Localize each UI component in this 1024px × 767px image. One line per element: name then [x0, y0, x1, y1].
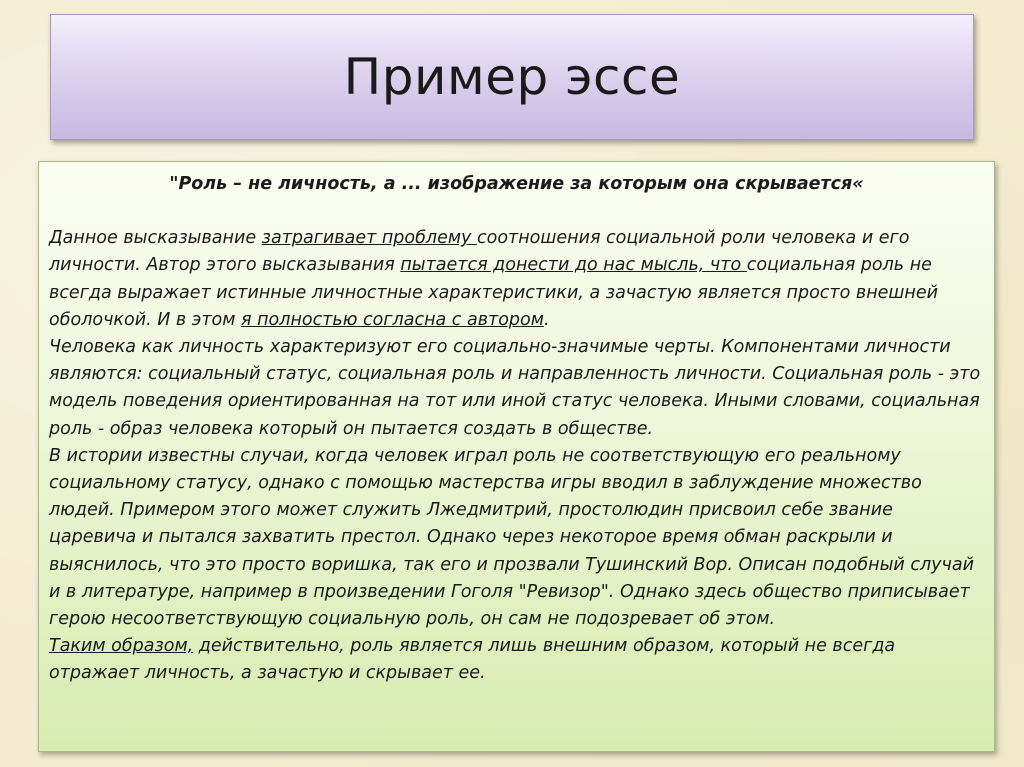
p4-text-1: действительно, роль является лишь внешним образом, который не всегда отражает личность, а зачастую и скрывает ее.	[49, 636, 896, 684]
slide-title-box	[50, 14, 974, 140]
p1-text-4: .	[543, 309, 550, 330]
p1-underlined-2: пытается донести до нас мысль, что	[400, 255, 747, 276]
p1-underlined-1: затрагивает проблему	[261, 228, 477, 249]
p1-text-3: социальная роль не всегда выражает истинные личностные характеристики, а зачастую является просто внешней оболочкой. И в этом	[49, 255, 939, 330]
p1-underlined-3: я полностью согласна с автором	[241, 309, 544, 330]
essay-paragraph-3: В истории известны случаи, когда человек играл роль не соответствующую его реальному социальному статусу, однако с помощью мастерства игры вводил в заблуждение множество людей. Примером этого может служить Лжедмитрий, простолюдин присвоил себе звание царевича и пытался захватить престол. Однако через некоторое время обман раскрыли и выяснилось, что это просто воришка, так его и прозвали Тушинский Вор. Описан подобный случай и в литературе, например в произведении Гоголя "Ревизор". Однако здесь общество приписывает герою несоответствующую социальную роль, он сам не подозревает об этом.	[49, 445, 974, 630]
p1-text-1: Данное высказывание	[49, 228, 262, 249]
essay-paragraph-4	[49, 633, 984, 687]
slide-title: Пример эссе	[343, 48, 681, 106]
essay-heading: "Роль – не личность, а ... изображение за которым она скрывается«	[169, 174, 864, 194]
essay-paragraph-2: Человека как личность характеризуют его социально-значимые черты. Компонентами личности являются: социальный статус, социальная роль и направленность личности. Социальная роль - это модель поведения ориентированная на тот или иной статус человека. Иными словами, социальная роль - образ человека который он пытается создать в обществе.	[49, 337, 981, 439]
p1-text-2: соотношения социальной роли человека и его личности. Автор этого высказывания	[49, 228, 910, 276]
p4-underlined-1: Таким образом,	[49, 636, 194, 657]
essay-paragraph-1	[49, 225, 984, 334]
essay-content-box	[38, 161, 995, 752]
